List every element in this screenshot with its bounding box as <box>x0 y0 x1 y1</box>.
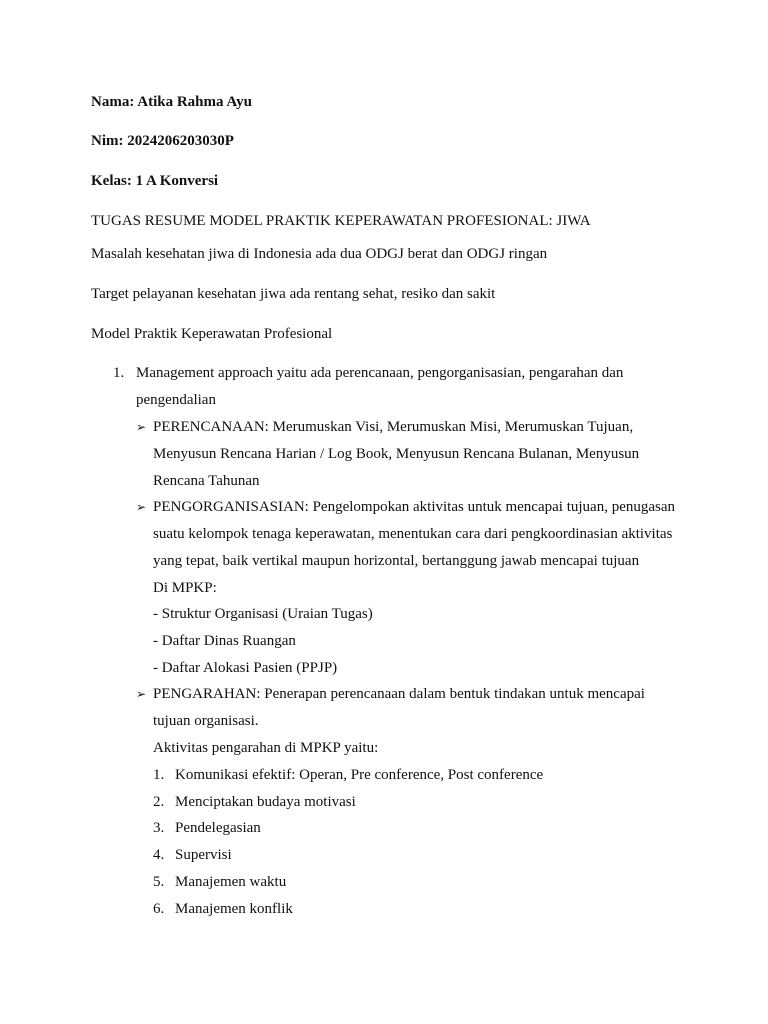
bullet-text: PENGORGANISASIAN: Pengelompokan aktivitas untuk mencapai tujuan, penugasan <box>153 499 676 515</box>
bullet-text: Menyusun Rencana Harian / Log Book, Menyusun Rencana Bulanan, Menyusun <box>153 446 640 462</box>
sublist-item: Manajemen konflik <box>175 901 293 917</box>
arrow-bullet-icon: ➢ <box>136 500 147 514</box>
arrow-bullet-icon: ➢ <box>136 687 147 701</box>
sublist-item: Supervisi <box>175 847 232 863</box>
bullet-text: Rencana Tahunan <box>153 473 260 489</box>
paragraph: Target pelayanan kesehatan jiwa ada rentang sehat, resiko dan sakit <box>91 286 496 302</box>
list-item-text: pengendalian <box>136 392 216 408</box>
bullet-text: - Struktur Organisasi (Uraian Tugas) <box>153 606 373 622</box>
list-number: 1. <box>113 365 125 381</box>
sublist-number: 1. <box>153 767 165 783</box>
sublist-item: Pendelegasian <box>175 820 261 836</box>
arrow-bullet-icon: ➢ <box>136 420 147 434</box>
sublist-number: 5. <box>153 874 165 890</box>
bullet-text: suatu kelompok tenaga keperawatan, menentukan cara dari pengkoordinasian aktivitas <box>153 526 673 542</box>
paragraph: Masalah kesehatan jiwa di Indonesia ada dua ODGJ berat dan ODGJ ringan <box>91 246 548 262</box>
bullet-text: Aktivitas pengarahan di MPKP yaitu: <box>153 740 379 756</box>
sublist-item: Manajemen waktu <box>175 874 287 890</box>
document-title: TUGAS RESUME MODEL PRAKTIK KEPERAWATAN PROFESIONAL: JIWA <box>91 213 591 229</box>
sublist-item: Komunikasi efektif: Operan, Pre conference, Post conference <box>175 767 544 783</box>
sublist-number: 2. <box>153 794 165 810</box>
sublist-number: 4. <box>153 847 165 863</box>
list-item-text: Management approach yaitu ada perencanaan, pengorganisasian, pengarahan dan <box>136 365 624 381</box>
student-nim: Nim: 2024206203030P <box>91 133 234 149</box>
bullet-text: - Daftar Dinas Ruangan <box>153 633 296 649</box>
paragraph: Model Praktik Keperawatan Profesional <box>91 326 333 342</box>
bullet-text: - Daftar Alokasi Pasien (PPJP) <box>153 660 338 676</box>
bullet-text: Di MPKP: <box>153 580 217 596</box>
sublist-number: 3. <box>153 820 165 836</box>
bullet-text: PERENCANAAN: Merumuskan Visi, Merumuskan Misi, Merumuskan Tujuan, <box>153 419 634 435</box>
bullet-text: PENGARAHAN: Penerapan perencanaan dalam bentuk tindakan untuk mencapai <box>153 686 645 702</box>
student-class: Kelas: 1 A Konversi <box>91 173 219 189</box>
sublist-number: 6. <box>153 901 165 917</box>
sublist-item: Menciptakan budaya motivasi <box>175 794 356 810</box>
bullet-text: yang tepat, baik vertikal maupun horizontal, bertanggung jawab mencapai tujuan <box>153 553 640 569</box>
bullet-text: tujuan organisasi. <box>153 713 259 729</box>
student-name: Nama: Atika Rahma Ayu <box>91 94 252 110</box>
